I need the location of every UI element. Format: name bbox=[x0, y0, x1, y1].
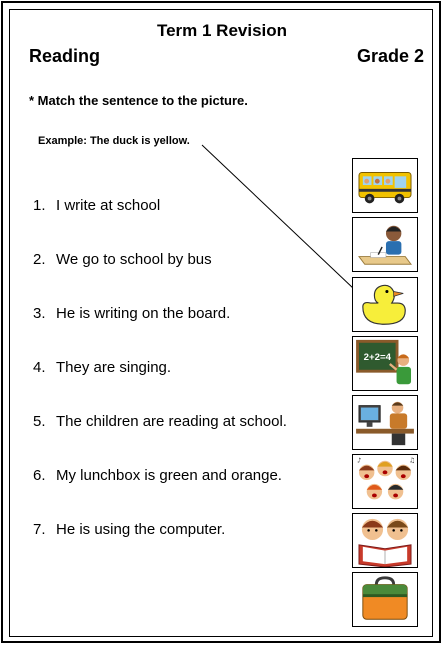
sentence-text: The children are reading at school. bbox=[56, 413, 287, 430]
sentence-1 bbox=[33, 197, 160, 214]
board-text: 2+2=4 bbox=[363, 352, 391, 364]
sentence-number: 1. bbox=[33, 197, 46, 214]
sentence-text: He is using the computer. bbox=[56, 521, 226, 538]
boy-writing-at-desk-icon bbox=[352, 217, 418, 272]
svg-text:♪: ♪ bbox=[357, 456, 362, 465]
sentence-4 bbox=[33, 359, 171, 376]
worksheet-title: Term 1 Revision bbox=[156, 21, 288, 40]
sentence-7 bbox=[33, 521, 225, 538]
yellow-duck-icon bbox=[352, 277, 418, 332]
sentence-3 bbox=[33, 305, 230, 322]
sentence-2 bbox=[33, 251, 212, 268]
sentence-text: They are singing. bbox=[56, 359, 172, 376]
man-using-computer-icon bbox=[352, 395, 418, 450]
sentence-text: I write at school bbox=[56, 197, 161, 214]
subject-label: Reading bbox=[29, 46, 101, 66]
lunchbox-icon bbox=[352, 572, 418, 627]
sentence-6 bbox=[33, 467, 282, 484]
sentence-text: My lunchbox is green and orange. bbox=[56, 467, 282, 484]
sentence-text: He is writing on the board. bbox=[56, 305, 231, 322]
sentence-number: 4. bbox=[33, 359, 46, 376]
grade-label: Grade 2 bbox=[356, 46, 424, 66]
sentence-number: 2. bbox=[33, 251, 46, 268]
sentence-number: 7. bbox=[33, 521, 46, 538]
children-reading-book-icon bbox=[352, 513, 418, 568]
sentence-number: 5. bbox=[33, 413, 46, 430]
instruction-text: * Match the sentence to the picture. bbox=[29, 93, 248, 108]
svg-text:♫: ♫ bbox=[409, 456, 416, 465]
children-singing-icon bbox=[352, 454, 418, 509]
sentence-number: 3. bbox=[33, 305, 46, 322]
sentence-5 bbox=[33, 413, 287, 430]
sentence-number: 6. bbox=[33, 467, 46, 484]
school-bus-icon bbox=[352, 158, 418, 213]
sentence-text: We go to school by bus bbox=[56, 251, 212, 268]
boy-writing-on-board-icon bbox=[352, 336, 418, 391]
example-sentence: Example: The duck is yellow. bbox=[38, 135, 190, 147]
